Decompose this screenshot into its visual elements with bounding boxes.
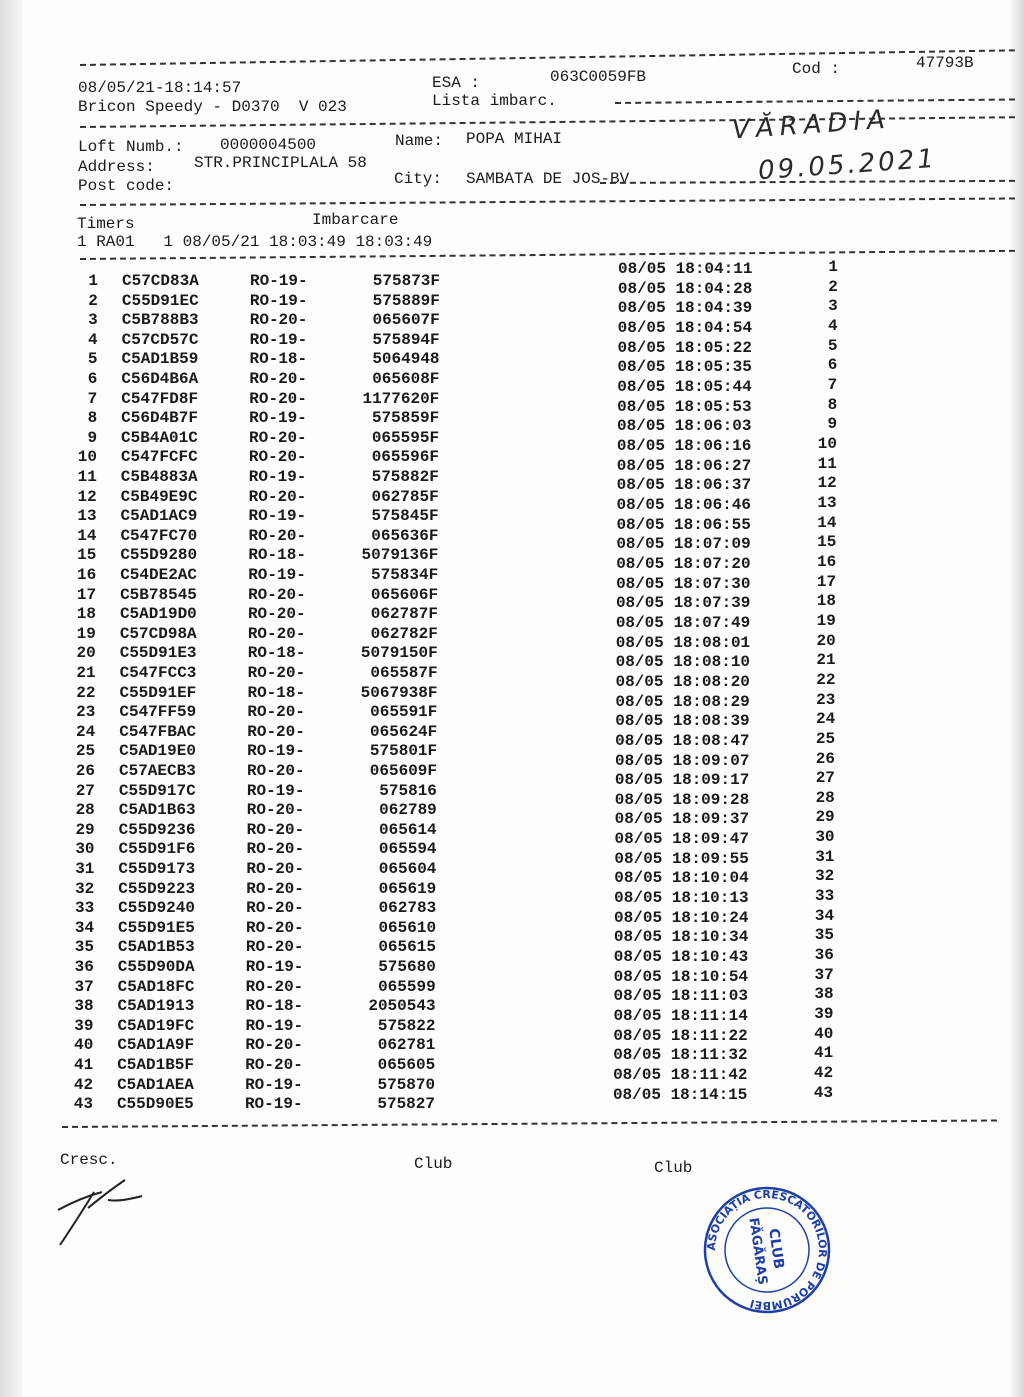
arrival-rank: 4	[828, 316, 838, 335]
ring-number: 5079150F	[360, 644, 438, 663]
ring-number: 065636F	[371, 526, 439, 545]
ring-number: 575827	[377, 1095, 435, 1114]
ring-prefix: RO-19-	[245, 1016, 304, 1035]
ring-chip-id: C55D91EC	[121, 291, 199, 310]
divider	[615, 99, 1015, 104]
ring-prefix: RO-20-	[249, 428, 307, 447]
ring-number: 065610	[378, 918, 437, 937]
row-index: 13	[77, 507, 97, 526]
ring-prefix: RO-20-	[245, 1056, 303, 1074]
arrival-time: 08/05 18:10:04	[614, 869, 749, 888]
arrival-time: 08/05 18:04:54	[617, 318, 753, 337]
ring-number: 575801F	[369, 742, 438, 761]
arrival-time: 08/05 18:06:03	[617, 417, 752, 436]
ring-prefix: RO-20-	[247, 624, 306, 643]
arrival-rank: 23	[816, 690, 836, 709]
arrival-time: 08/05 18:07:39	[615, 594, 751, 613]
ring-prefix: RO-19-	[248, 468, 307, 486]
arrival-rank: 25	[815, 729, 836, 748]
row-index: 17	[76, 585, 97, 604]
loft-label: Loft Numb.:	[78, 138, 184, 156]
row-index: 29	[75, 820, 95, 839]
club-label: Club	[414, 1155, 453, 1173]
arrival-time: 08/05 18:05:22	[617, 338, 752, 357]
timers-label: Timers	[77, 215, 135, 233]
arrival-time: 08/05 18:10:24	[614, 908, 749, 927]
ring-chip-id: C547FCC3	[119, 664, 197, 682]
ring-chip-id: C56D4B6A	[121, 370, 199, 388]
divider	[80, 250, 1015, 260]
row-index: 6	[87, 370, 98, 388]
row-index: 32	[75, 879, 95, 898]
ring-prefix: RO-20-	[246, 879, 304, 898]
arrival-rank: 15	[817, 533, 837, 552]
ring-prefix: RO-20-	[249, 370, 307, 388]
ring-chip-id: C5B49E9C	[120, 487, 198, 506]
ring-chip-id: C55D90E5	[116, 1095, 194, 1114]
arrival-rank: 34	[814, 906, 835, 925]
ring-number: 575822	[377, 1016, 436, 1035]
row-index: 16	[77, 566, 97, 584]
row-index: 23	[76, 703, 96, 722]
ring-number: 065619	[378, 879, 437, 898]
ring-chip-id: C5AD1B53	[117, 938, 195, 957]
ring-chip-id: C55D917C	[118, 781, 196, 800]
ring-chip-id: C5B788B3	[121, 311, 199, 330]
arrival-time: 08/05 18:09:17	[614, 771, 750, 790]
arrival-rank: 7	[827, 375, 838, 394]
row-index: 28	[75, 801, 95, 820]
row-index: 37	[74, 977, 94, 996]
divider	[62, 1119, 997, 1128]
row-index: 39	[74, 1016, 94, 1035]
arrival-time: 08/05 18:06:27	[616, 456, 752, 475]
ring-prefix: RO-19-	[248, 507, 307, 526]
row-index: 3	[88, 311, 98, 330]
arrival-rank: 20	[816, 631, 836, 650]
ring-chip-id: C547FBAC	[119, 722, 197, 741]
ring-number: 575894F	[372, 330, 440, 349]
divider	[80, 49, 1015, 66]
ring-chip-id: C55D91E5	[118, 918, 195, 937]
arrival-time: 08/05 18:08:47	[615, 731, 750, 750]
arrival-rank: 12	[817, 474, 837, 493]
row-index: 34	[74, 918, 95, 937]
svg-text:FĂGĂRAȘ: FĂGĂRAȘ	[745, 1216, 770, 1286]
arrival-rank: 13	[817, 493, 837, 512]
arrival-rank: 36	[814, 946, 834, 965]
ring-chip-id: C54DE2AC	[120, 566, 197, 584]
arrival-rank: 39	[814, 1005, 834, 1024]
ring-number: 065608F	[372, 370, 440, 388]
ring-chip-id: C5AD1B59	[121, 350, 199, 369]
ring-chip-id: C5AD19FC	[117, 1016, 195, 1035]
arrival-rank: 6	[827, 356, 838, 375]
arrival-rank: 22	[816, 670, 836, 689]
ring-number: 5079136F	[361, 546, 439, 565]
ring-chip-id: C56D4B7F	[121, 409, 198, 428]
arrival-rank: 21	[816, 651, 836, 670]
arrival-time: 08/05 18:11:14	[613, 1007, 748, 1026]
ring-prefix: RO-20-	[247, 762, 305, 780]
ring-prefix: RO-20-	[247, 722, 305, 741]
arrival-rank: 24	[816, 710, 836, 729]
row-index: 1	[88, 272, 98, 290]
ring-number: 065624F	[370, 722, 438, 741]
ring-number: 575859F	[371, 409, 440, 428]
arrival-rank: 27	[815, 769, 835, 788]
arrival-time: 08/05 18:08:39	[615, 712, 750, 731]
ring-number: 065595F	[371, 428, 440, 447]
imbarcare-label: Imbarcare	[312, 211, 399, 229]
arrival-time: 08/05 18:08:01	[615, 633, 751, 652]
arrival-rank: 40	[814, 1024, 834, 1043]
ring-prefix: RO-19-	[249, 409, 307, 428]
arrival-rank: 14	[817, 513, 837, 532]
row-index: 27	[75, 781, 95, 800]
ring-prefix: RO-20-	[245, 1036, 303, 1055]
cresc-label: Cresc.	[60, 1151, 118, 1169]
ring-number: 065615	[378, 938, 436, 957]
row-index: 15	[77, 546, 97, 565]
arrival-time: 08/05 18:04:11	[618, 260, 753, 278]
timer-line: 1 RA01 1 08/05/21 18:03:49 18:03:49	[77, 233, 433, 251]
divider	[80, 197, 1015, 206]
handwritten-place: VĂRADIA	[731, 104, 892, 146]
print-datetime: 08/05/21-18:14:57	[78, 79, 242, 97]
club-label: Club	[654, 1159, 693, 1177]
arrival-time: 08/05 18:10:54	[613, 967, 749, 986]
ring-chip-id: C57CD57C	[121, 330, 199, 349]
ring-chip-id: C5AD1A9F	[117, 1036, 195, 1055]
arrival-time: 08/05 18:14:15	[612, 1085, 748, 1104]
ring-chip-id: C57CD83A	[122, 272, 199, 290]
arrival-rank: 33	[814, 887, 835, 906]
arrival-rank: 1	[828, 258, 838, 276]
arrival-time: 08/05 18:07:20	[616, 554, 751, 573]
arrival-time: 08/05 18:09:28	[614, 790, 750, 809]
ring-prefix: RO-20-	[248, 526, 307, 545]
arrival-time: 08/05 18:04:28	[617, 279, 753, 298]
arrival-rank: 18	[816, 592, 836, 611]
ring-prefix: RO-19-	[245, 1075, 303, 1094]
ring-prefix: RO-20-	[246, 918, 304, 937]
name-value: POPA MIHAI	[466, 130, 563, 148]
ring-number: 065609F	[369, 762, 437, 780]
arrival-time: 08/05 18:07:09	[616, 535, 751, 554]
ring-number: 5064948	[372, 350, 440, 369]
address-value: STR.PRINCIPLALA 58	[194, 154, 367, 172]
arrival-rank: 26	[815, 749, 835, 768]
ring-chip-id: C5B78545	[120, 585, 197, 604]
arrival-time: 08/05 18:09:55	[614, 849, 749, 868]
arrival-time: 08/05 18:06:55	[616, 515, 751, 534]
ring-chip-id: C55D91F6	[118, 840, 196, 859]
ring-chip-id: C547FF59	[119, 703, 197, 722]
ring-number: 062782F	[370, 624, 438, 643]
ring-prefix: RO-20-	[247, 605, 306, 624]
row-index: 4	[88, 330, 98, 349]
postcode-label: Post code:	[78, 177, 175, 195]
ring-number: 575889F	[372, 291, 440, 310]
ring-number: 062787F	[370, 605, 438, 624]
row-index: 24	[76, 722, 96, 741]
ring-chip-id: C5AD1AEA	[117, 1075, 194, 1094]
arrival-time: 08/05 18:05:35	[617, 358, 752, 377]
arrival-rank: 9	[827, 415, 838, 434]
arrival-time: 08/05 18:09:37	[614, 810, 750, 829]
row-index: 31	[75, 860, 95, 878]
row-index: 42	[73, 1075, 94, 1094]
ring-prefix: RO-20-	[246, 801, 305, 820]
arrival-time: 08/05 18:07:49	[615, 613, 751, 632]
ring-chip-id: C55D91EF	[119, 683, 197, 702]
ring-prefix: RO-20-	[248, 448, 307, 467]
ring-prefix: RO-20-	[248, 487, 307, 506]
ring-prefix: RO-20-	[246, 860, 304, 878]
ring-chip-id: C55D9223	[118, 879, 196, 898]
row-index: 9	[87, 428, 98, 447]
row-index: 12	[77, 487, 97, 506]
row-index: 41	[74, 1056, 94, 1074]
esa-label: ESA :	[432, 74, 481, 92]
ring-number: 5067938F	[360, 683, 438, 702]
ring-chip-id: C547FC70	[120, 526, 198, 545]
ring-chip-id: C55D91E3	[119, 644, 197, 663]
arrival-rank: 42	[813, 1064, 834, 1083]
ring-chip-id: C5AD19D0	[119, 605, 197, 624]
ring-chip-id: C547FCFC	[120, 448, 198, 467]
arrival-time: 08/05 18:09:47	[614, 830, 749, 849]
ring-number: 1177620F	[362, 389, 440, 408]
arrival-time: 08/05 18:11:42	[613, 1066, 748, 1085]
arrival-time: 08/05 18:04:39	[617, 299, 753, 318]
ring-chip-id: C5AD1B5F	[117, 1056, 194, 1074]
ring-prefix: RO-19-	[249, 330, 308, 349]
arrival-rank: 11	[817, 454, 837, 473]
ring-number: 065606F	[370, 585, 439, 604]
ring-number: 065604	[378, 860, 437, 878]
arrival-time: 08/05 18:05:53	[617, 397, 752, 416]
list-title: Lista imbarc.	[432, 92, 557, 110]
ring-number: 575882F	[371, 468, 439, 486]
row-index: 10	[77, 448, 97, 467]
row-index: 26	[75, 762, 95, 780]
arrival-time: 08/05 18:08:20	[615, 672, 750, 691]
ring-chip-id: C55D9280	[120, 546, 198, 565]
ring-prefix: RO-19-	[248, 566, 306, 584]
ring-prefix: RO-19-	[244, 1095, 303, 1114]
arrival-rank: 37	[814, 965, 834, 984]
ring-number: 065614	[379, 820, 437, 839]
ring-prefix: RO-18-	[248, 546, 306, 565]
row-index: 43	[73, 1095, 93, 1114]
ring-prefix: RO-18-	[247, 683, 306, 702]
arrival-rank: 29	[815, 808, 835, 827]
ring-number: 065594	[378, 840, 437, 859]
ring-number: 062789	[379, 801, 437, 820]
arrival-rank: 38	[814, 985, 834, 1004]
svg-text:CLUB: CLUB	[765, 1227, 787, 1271]
ring-chip-id: C547FD8F	[121, 389, 199, 408]
arrival-rank: 31	[815, 847, 835, 866]
ring-prefix: RO-20-	[248, 585, 306, 604]
row-index: 18	[76, 605, 96, 624]
arrival-rank: 30	[815, 828, 835, 847]
ring-prefix: RO-20-	[246, 840, 305, 859]
arrival-rank: 28	[815, 788, 835, 807]
ring-number: 065587F	[370, 664, 438, 682]
name-label: Name:	[395, 132, 444, 150]
svg-text:ASOCIAȚIA CRESCĂTORILOR DE POR: ASOCIAȚIA CRESCĂTORILOR DE PORUMBEI	[704, 1187, 830, 1313]
ring-chip-id: C55D90DA	[117, 958, 195, 976]
ring-prefix: RO-20-	[245, 938, 304, 957]
arrival-time: 08/05 18:06:46	[616, 495, 751, 514]
arrival-rank: 3	[828, 297, 838, 316]
breeder-signature	[50, 1170, 160, 1250]
ring-number: 065596F	[371, 448, 439, 467]
row-index: 20	[76, 644, 96, 663]
arrival-rank: 10	[817, 434, 837, 453]
row-index: 21	[76, 664, 96, 682]
arrival-rank: 43	[813, 1083, 833, 1102]
ring-number: 575870	[377, 1075, 436, 1094]
ring-prefix: RO-20-	[247, 664, 306, 682]
cod-value: 47793B	[916, 54, 974, 72]
address-label: Address:	[78, 158, 155, 176]
row-index: 2	[88, 291, 98, 310]
row-index: 25	[75, 742, 96, 761]
ring-number: 575845F	[371, 507, 439, 526]
arrival-time: 08/05 18:11:22	[613, 1026, 748, 1045]
ring-number: 062783	[378, 899, 437, 918]
club-stamp	[692, 1185, 842, 1315]
ring-chip-id: C5AD1B63	[118, 801, 196, 820]
ring-chip-id: C5AD18FC	[117, 977, 195, 996]
row-index: 30	[75, 840, 95, 859]
arrival-time: 08/05 18:09:07	[615, 751, 750, 770]
arrival-rank: 35	[814, 926, 834, 945]
ring-prefix: RO-20-	[246, 820, 305, 839]
ring-prefix: RO-19-	[250, 272, 308, 290]
row-index: 11	[77, 468, 97, 486]
ring-number: 065605	[377, 1056, 436, 1074]
ring-number: 2050543	[368, 997, 436, 1016]
ring-number: 575680	[378, 958, 436, 976]
arrival-rank: 32	[815, 867, 835, 886]
arrival-rank: 2	[828, 277, 838, 296]
esa-value: 063C0059FB	[550, 68, 647, 86]
row-index: 14	[77, 526, 97, 545]
ring-number: 575816	[379, 781, 437, 800]
ring-number: 065607F	[372, 311, 440, 330]
row-index: 40	[74, 1036, 94, 1055]
arrival-time: 08/05 18:06:37	[616, 476, 752, 495]
arrival-rank: 41	[814, 1044, 834, 1063]
arrival-time: 08/05 18:11:32	[613, 1046, 748, 1065]
arrival-rank: 19	[816, 611, 836, 630]
ring-prefix: RO-20-	[249, 389, 307, 408]
ring-chip-id: C5AD19E0	[119, 742, 196, 761]
ring-chip-id: C5B4A01C	[121, 428, 198, 447]
divider	[600, 180, 1015, 184]
ring-number: 575873F	[372, 272, 440, 290]
table-row	[0, 258, 1024, 292]
ring-prefix: RO-20-	[247, 703, 305, 722]
ring-chip-id: C57CD98A	[119, 624, 197, 643]
row-index: 8	[87, 409, 98, 428]
ring-number: 062785F	[371, 487, 439, 506]
row-index: 19	[76, 624, 96, 643]
row-index: 22	[76, 683, 96, 702]
arrival-time: 08/05 18:08:10	[615, 653, 751, 672]
arrival-rank: 5	[827, 336, 838, 355]
ring-prefix: RO-19-	[246, 781, 305, 800]
ring-prefix: RO-19-	[245, 958, 304, 976]
arrival-time: 08/05 18:07:30	[616, 574, 751, 593]
ring-chip-id: C5AD1913	[117, 997, 195, 1016]
city-label: City:	[394, 170, 443, 188]
arrival-time: 08/05 18:10:13	[614, 889, 749, 908]
cod-label: Cod :	[792, 60, 841, 78]
arrival-time: 08/05 18:06:16	[616, 436, 752, 455]
ring-prefix: RO-19-	[249, 291, 308, 310]
ring-number: 065599	[378, 977, 436, 996]
ring-number: 575834F	[370, 566, 439, 584]
ring-prefix: RO-18-	[249, 350, 308, 369]
city-value: SAMBATA DE JOS-BV	[466, 170, 630, 188]
ring-prefix: RO-20-	[249, 311, 308, 330]
arrival-time: 08/05 18:10:34	[613, 928, 749, 947]
ring-prefix: RO-18-	[245, 997, 304, 1016]
arrival-time: 08/05 18:11:03	[613, 987, 748, 1006]
row-index: 5	[87, 350, 98, 369]
row-index: 35	[74, 938, 94, 957]
arrival-rank: 8	[827, 395, 838, 414]
ring-prefix: RO-20-	[246, 899, 304, 918]
ring-number: 065591F	[370, 703, 438, 722]
arrival-time: 08/05 18:10:43	[613, 948, 749, 967]
ring-prefix: RO-19-	[247, 742, 305, 761]
ring-chip-id: C5AD1AC9	[120, 507, 198, 526]
ring-number: 062781	[377, 1036, 436, 1055]
row-index: 7	[87, 389, 98, 408]
row-index: 33	[74, 899, 95, 918]
ring-prefix: RO-18-	[247, 644, 306, 663]
ring-chip-id: C57AECB3	[119, 762, 196, 780]
arrival-rank: 16	[817, 552, 837, 571]
arrival-rank: 17	[816, 572, 837, 591]
ring-chip-id: C55D9173	[118, 860, 196, 878]
arrival-time: 08/05 18:08:29	[615, 692, 750, 711]
row-index: 36	[74, 958, 94, 976]
device-info: Bricon Speedy - D0370 V 023	[78, 98, 347, 116]
arrival-time: 08/05 18:05:44	[617, 377, 752, 396]
ring-chip-id: C55D9240	[118, 899, 195, 918]
ring-prefix: RO-20-	[245, 977, 304, 996]
loft-value: 0000004500	[220, 136, 317, 154]
handwritten-date: 09.05.2021	[757, 143, 938, 187]
ring-chip-id: C55D9236	[118, 820, 196, 839]
row-index: 38	[74, 997, 94, 1016]
ring-chip-id: C5B4883A	[120, 468, 198, 486]
